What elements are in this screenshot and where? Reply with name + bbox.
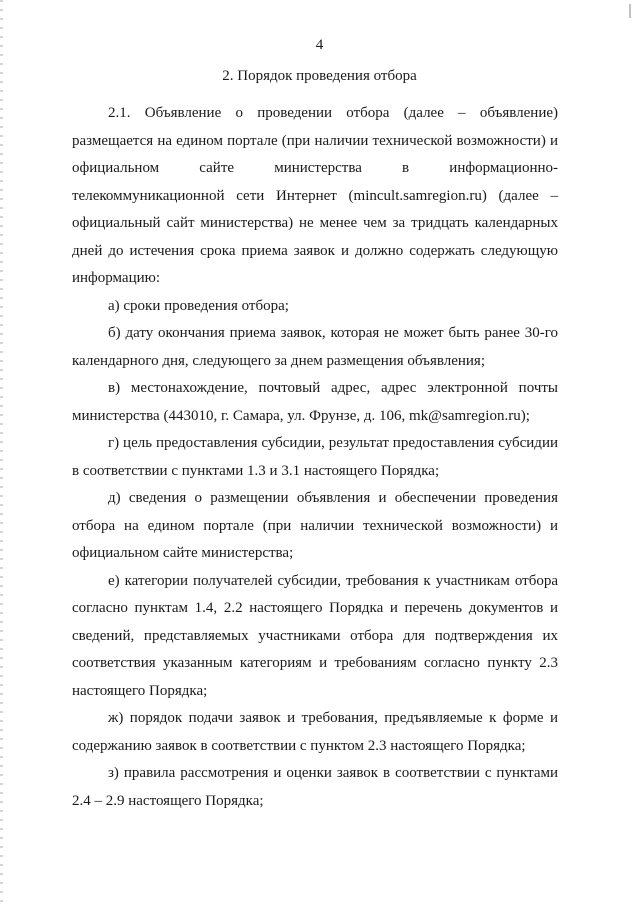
scan-edge-marks [0, 0, 3, 905]
section-title: 2. Порядок проведения отбора [222, 68, 417, 84]
document-body [72, 100, 558, 815]
list-item-d: д) сведения о размещении объявления и обеспечении проведения отбора на едином портале (при наличии технической возможности) и официальном сайте министерства; [72, 490, 558, 561]
scan-corner-mark [629, 4, 631, 18]
paragraph-2-1: 2.1. Объявление о проведении отбора (далее – объявление) размещается на едином портале (при наличии технической возможности) и официальном сайте министерства в информационно-телекоммуникационной сети Интернет (mincult.samregion.ru) (далее – официальный сайт министерства) не менее чем за тридцать календарных дней до истечения срока приема заявок и должно содержать следующую информацию: [72, 105, 558, 286]
page-number: 4 [315, 37, 324, 53]
list-item-g: г) цель предоставления субсидии, результат предоставления субсидии в соответствии с пунктами 1.3 и 3.1 настоящего Порядка; [72, 435, 558, 479]
list-item-a: а) сроки проведения отбора; [108, 297, 289, 314]
list-item-z: з) правила рассмотрения и оценки заявок в соответствии с пунктами 2.4 – 2.9 настоящего Порядка; [72, 765, 558, 809]
list-item-e: е) категории получателей субсидии, требования к участникам отбора согласно пунктам 1.4, 2.2 настоящего Порядка и перечень документов и сведений, представляемых участниками отбора для подтверждения их соответствия указанным категориям и требованиям согласно пункту 2.3 настоящего Порядка; [72, 572, 558, 699]
list-item-zh: ж) порядок подачи заявок и требования, предъявляемые к форме и содержанию заявок в соответствии с пунктом 2.3 настоящего Порядка; [72, 710, 558, 754]
list-item-b: б) дату окончания приема заявок, которая не может быть ранее 30-го календарного дня, следующего за днем размещения объявления; [72, 325, 558, 369]
list-item-v: в) местонахождение, почтовый адрес, адрес электронной почты министерства (443010, г. Самара, ул. Фрунзе, д. 106, mk@samregion.ru); [72, 380, 558, 424]
